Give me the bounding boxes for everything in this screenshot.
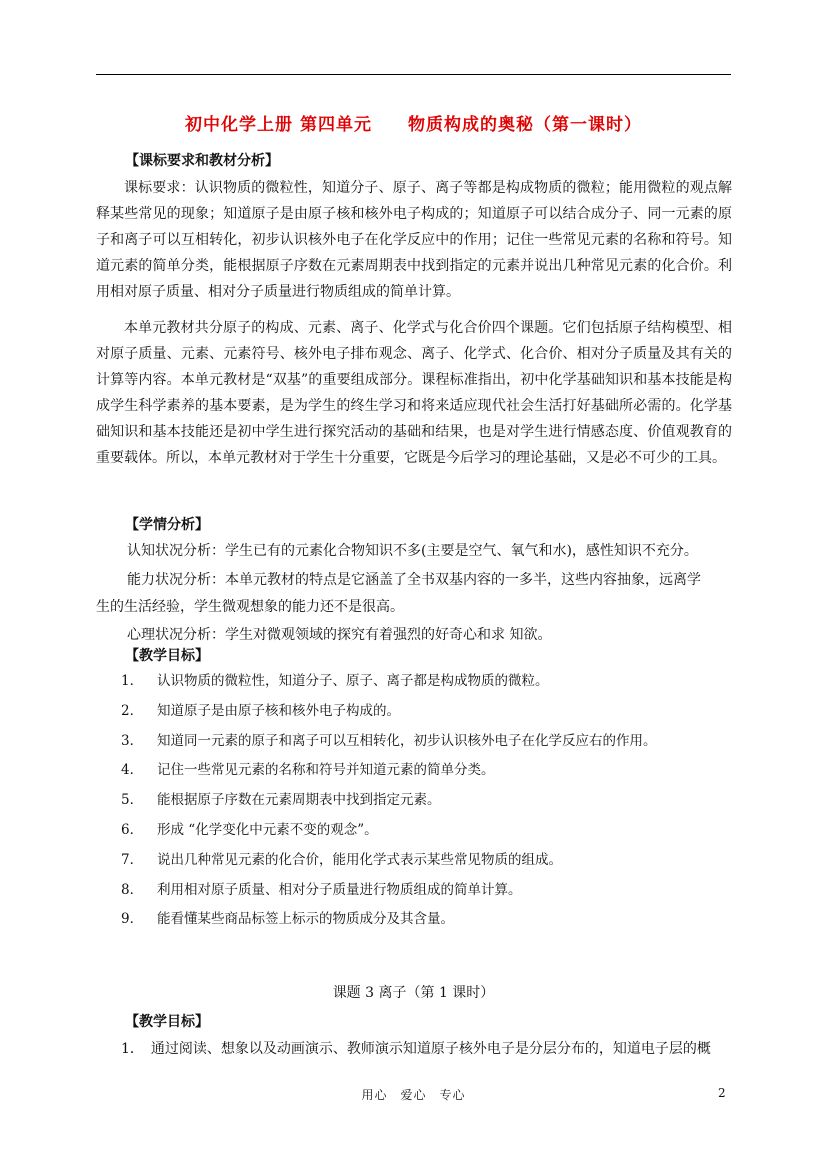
document-title: 初中化学上册 第四单元 物质构成的奥秘（第一课时）	[185, 115, 642, 135]
page-number: 2	[718, 1086, 726, 1100]
goal-item-text: 知道原子是由原子核和核外电子构成的。	[157, 702, 400, 719]
goal-item-number: 8．	[121, 881, 144, 898]
section-heading-student-analysis: 【学情分析】	[125, 517, 209, 533]
textbook-analysis-paragraph: 本单元教材共分原子的构成、元素、离子、化学式与化合价四个课题。它们包括原子结构模型、相对原子质量、元素、元素符号、核外电子排布观念、离子、化学式、化合价、相对分子质量及其有关的计算等内容。本单元教材是“双基”的重要组成部分。课程标准指出，初中化学基础知识和基本技能是构成学生科学素养的基本要素，是为学生的终生学习和将来适应现代社会生活打好基础所必需的。化学基础知识和基本技能还是初中学生进行探究活动的基础和结果，也是对学生进行情感态度、价值观教育的重要载体。所以，本单元教材对于学生十分重要，它既是今后学习的理论基础，又是必不可少的工具。	[96, 320, 732, 466]
goal-item-number: 3．	[121, 732, 144, 749]
goal-list-item	[121, 699, 400, 719]
goal-list-item	[121, 878, 522, 898]
lesson-goal-item-1: 1． 通过阅读、想象以及动画演示、教师演示知道原子核外电子是分层分布的，知道电子层的概	[121, 1041, 711, 1057]
goal-item-number: 4．	[121, 762, 144, 779]
goal-item-number: 5．	[121, 792, 144, 809]
goal-item-text: 说出几种常见元素的化合价，能用化学式表示某些常见物质的组成。	[157, 851, 562, 868]
goal-list-item	[121, 848, 562, 868]
goal-item-text: 形成 “化学变化中元素不变的观念”。	[157, 822, 378, 838]
curriculum-requirements-paragraph: 课标要求：认识物质的微粒性，知道分子、原子、离子等都是构成物质的微粒；能用微粒的观点解释某些常见的现象；知道原子是由原子核和核外电子构成的；知道原子可以结合成分子、同一元素的原子和离子可以互相转化，初步认识核外电子在化学反应中的作用；记住一些常见元素的名称和符号。知道元素的简单分类，能根据原子序数在元素周期表中找到指定的元素并说出几种常见元素的化合价。利用相对原子质量、相对分子质量进行物质组成的简单计算。	[96, 180, 732, 300]
goal-item-number: 6．	[121, 822, 144, 838]
goal-item-number: 9．	[121, 911, 144, 928]
goal-item-text: 知道同一元素的原子和离子可以互相转化，初步认识核外电子在化学反应右的作用。	[157, 732, 657, 749]
goal-list-item	[121, 729, 657, 749]
psychological-analysis: 心理状况分析：学生对微观领域的探究有着强烈的好奇心和求 知欲。	[127, 627, 552, 643]
goal-list-item	[121, 907, 454, 927]
goal-item-text: 能根据原子序数在元素周期表中找到指定元素。	[157, 792, 441, 809]
goal-item-number: 2．	[121, 702, 144, 719]
cognitive-analysis: 认知状况分析：学生已有的元素化合物知识不多(主要是空气、氧气和水)，感性知识不充分。	[127, 543, 698, 559]
goal-list-item	[121, 669, 549, 689]
goal-list-item	[121, 818, 378, 838]
section-heading-curriculum: 【课标要求和教材分析】	[125, 153, 279, 169]
goal-list-item	[121, 788, 441, 808]
goal-item-text: 利用相对原子质量、相对分子质量进行物质组成的简单计算。	[157, 881, 522, 898]
goal-item-text: 认识物质的微粒性，知道分子、原子、离子都是构成物质的微粒。	[157, 673, 549, 689]
goal-list-item	[121, 758, 495, 778]
goal-item-text: 能看懂某些商品标签上标示的物质成分及其含量。	[157, 911, 454, 928]
lesson-title: 课题 3 离子（第 1 课时）	[332, 985, 495, 1001]
lesson-heading-teaching-goals: 【教学目标】	[125, 1014, 209, 1030]
header-rule	[96, 74, 731, 75]
section-heading-teaching-goals: 【教学目标】	[125, 648, 209, 664]
ability-analysis-line2: 生的生活经验，学生微观想象的能力还不是很高。	[96, 599, 404, 615]
ability-analysis-line1: 能力状况分析：本单元教材的特点是它涵盖了全书双基内容的一多半，这些内容抽象，远离学	[127, 572, 701, 588]
goal-item-number: 7．	[121, 851, 144, 868]
footer-motto: 用心 爱心 专心	[361, 1088, 466, 1102]
goal-item-text: 记住一些常见元素的名称和符号并知道元素的简单分类。	[157, 762, 495, 779]
goal-item-number: 1．	[121, 673, 144, 689]
